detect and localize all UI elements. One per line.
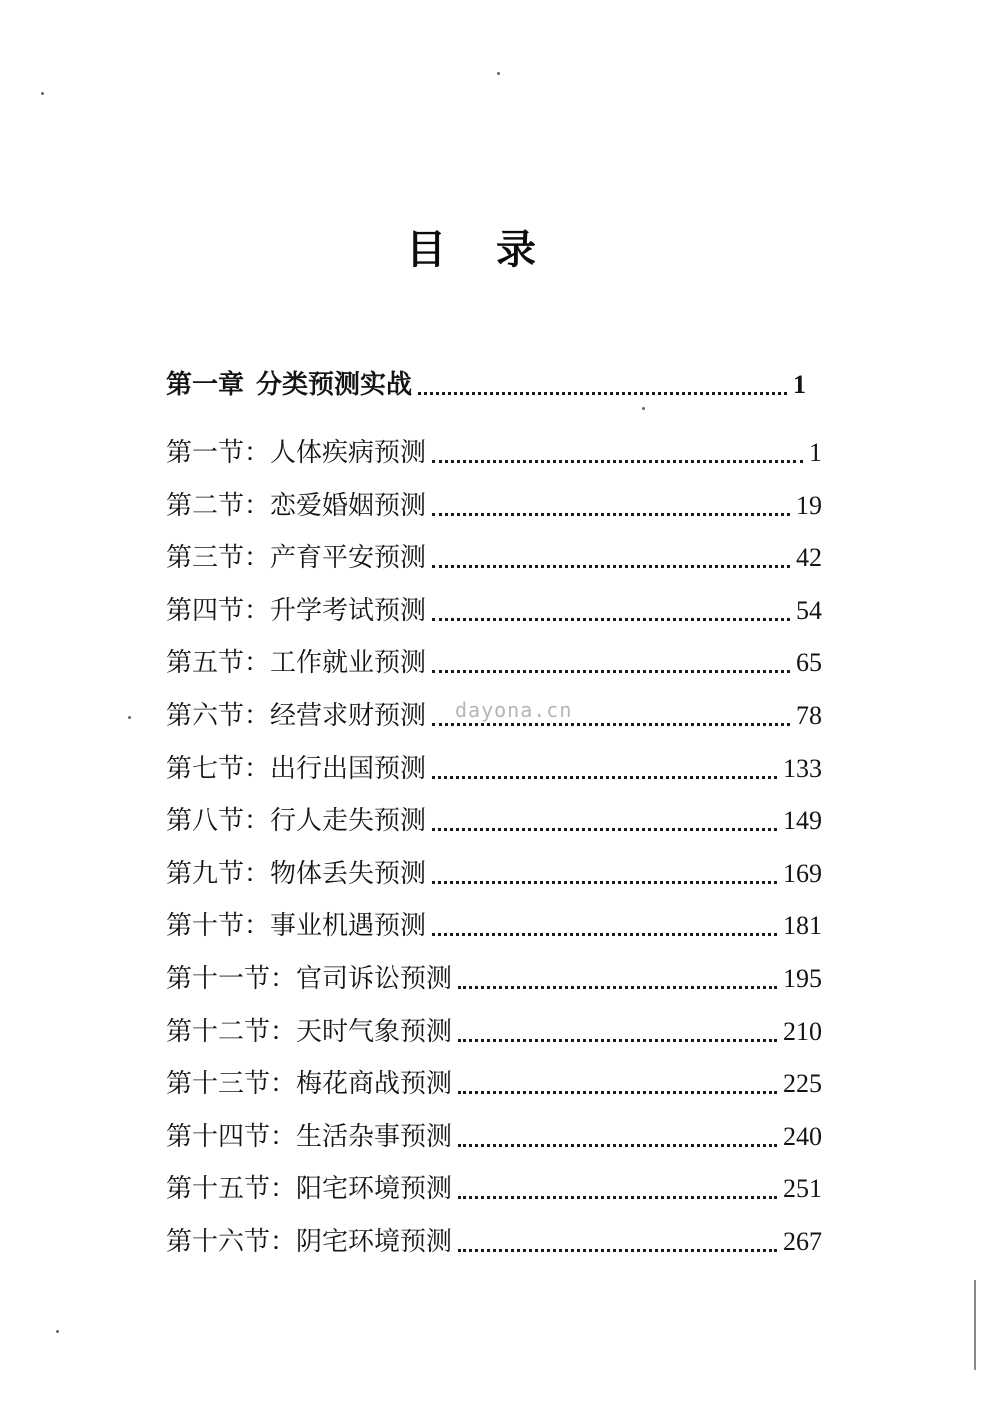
section-page-number: 1 [809,438,822,467]
chapter-label [166,362,412,408]
section-page-number: 133 [783,753,822,783]
toc-chapter-entry[interactable] [166,362,806,408]
toc-section-entry[interactable] [166,1219,822,1265]
toc-section-entry[interactable] [166,1061,822,1107]
section-page-number: 149 [783,806,822,836]
dot-leader [458,1144,777,1147]
section-page-number: 267 [783,1227,822,1256]
section-title: 阴宅环境预测 [296,1227,453,1257]
toc-section-entry[interactable] [166,1009,822,1055]
section-label [166,1061,452,1107]
section-page-number: 19 [796,490,822,520]
section-title: 升学考试预测 [270,595,427,626]
section-label [166,430,426,476]
section-number: 第十二节： [166,1016,297,1047]
section-page-number: 225 [783,1069,822,1099]
section-title: 经营求财预测 [270,701,427,731]
toc-section-entry[interactable] [166,798,822,844]
toc-section-entry[interactable] [166,588,822,634]
section-label [166,588,426,634]
toc-heading: 目 录 [406,226,554,273]
section-label [166,1166,452,1212]
section-title: 行人走失预测 [270,806,427,837]
section-title: 生活杂事预测 [296,1121,453,1152]
dot-leader [432,513,790,516]
chapter-page-number: 1 [793,370,806,399]
toc-section-entry[interactable] [166,851,822,897]
section-number: 第三节： [166,543,271,574]
section-page-number: 78 [796,701,822,730]
section-page-number: 240 [783,1121,822,1151]
dot-leader [432,933,777,936]
dot-leader [458,1196,777,1199]
section-number: 第二节： [166,490,271,521]
toc-section-entry[interactable] [166,1114,822,1160]
toc-section-entry[interactable] [166,640,822,686]
chapter-number: 第一章 [166,370,245,400]
scan-edge-mark [974,1280,976,1370]
toc-section-entry[interactable] [166,1166,822,1212]
section-number: 第八节： [166,806,271,837]
dot-leader [432,776,777,779]
section-title: 恋爱婚姻预测 [270,490,427,521]
section-page-number: 181 [783,911,822,941]
toc-section-entry[interactable] [166,746,822,792]
section-label [166,1219,452,1265]
section-label [166,535,426,581]
dot-leader [432,460,803,463]
section-title: 阳宅环境预测 [296,1174,453,1205]
watermark-text: dayona.cn [455,698,573,722]
section-label [166,1114,452,1160]
dot-leader [432,618,790,621]
dot-leader [432,828,777,831]
section-page-number: 42 [796,543,822,573]
dot-leader [458,1039,777,1042]
section-label [166,851,426,897]
section-number: 第四节： [166,595,271,626]
section-title: 物体丢失预测 [270,858,427,889]
section-number: 第十一节： [166,964,297,994]
section-number: 第十六节： [166,1227,297,1257]
section-number: 第七节： [166,753,271,784]
section-page-number: 210 [783,1016,822,1046]
section-number: 第一节： [166,438,271,468]
section-number: 第十四节： [166,1121,297,1152]
dot-leader [458,1249,777,1252]
section-label [166,956,452,1002]
toc-section-entry[interactable] [166,535,822,581]
toc-section-entry[interactable] [166,430,822,476]
section-title: 产育平安预测 [270,543,427,574]
dot-leader [432,670,790,673]
section-label [166,1009,452,1055]
section-number: 第五节： [166,648,271,679]
section-title: 官司诉讼预测 [296,964,453,994]
dot-leader [432,881,777,884]
section-page-number: 195 [783,964,822,993]
section-number: 第十节： [166,911,271,942]
section-title: 工作就业预测 [270,648,427,679]
toc-section-entry[interactable] [166,903,822,949]
section-title: 天时气象预测 [296,1016,453,1047]
section-label [166,640,426,686]
section-page-number: 54 [796,595,822,625]
section-number: 第十三节： [166,1069,297,1100]
section-page-number: 251 [783,1174,822,1204]
section-title: 梅花商战预测 [296,1069,453,1100]
dot-leader [432,565,790,568]
dot-leader [418,392,787,395]
dot-leader [458,1091,777,1094]
section-label [166,746,426,792]
toc-section-entry[interactable] [166,483,822,529]
section-page-number: 169 [783,858,822,888]
section-label [166,693,426,739]
section-label [166,903,426,949]
section-number: 第六节： [166,701,271,731]
section-title: 人体疾病预测 [270,438,427,468]
chapter-title: 分类预测实战 [256,370,413,400]
toc-section-entry[interactable] [166,956,822,1002]
dot-leader [432,723,790,726]
section-page-number: 65 [796,648,822,678]
section-title: 事业机遇预测 [270,911,427,942]
dot-leader [458,986,777,989]
section-label [166,483,426,529]
section-label [166,798,426,844]
section-number: 第十五节： [166,1174,297,1205]
section-title: 出行出国预测 [270,753,427,784]
section-number: 第九节： [166,858,271,889]
